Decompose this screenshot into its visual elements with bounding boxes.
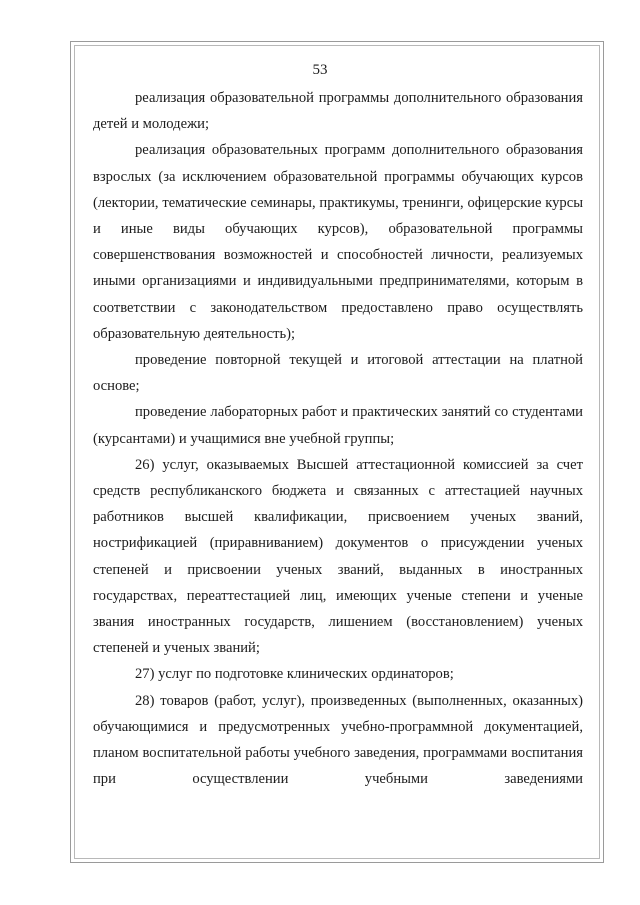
paragraph: проведение лабораторных работ и практических занятий со студентами (курсантами) и учащимися вне учебной группы;	[93, 404, 583, 447]
page-number: 53	[312, 62, 328, 78]
paragraph: 27) услуг по подготовке клинических ординаторов;	[135, 666, 454, 683]
paragraph: проведение повторной текущей и итоговой аттестации на платной основе;	[93, 352, 583, 395]
paragraph: 26) услуг, оказываемых Высшей аттестационной комиссией за счет средств республиканского бюджета и связанных с аттестацией научных работников высшей квалификации, присвоением ученых званий, нострификацией (приравниванием) документов о присуждении ученых степеней и присвоении ученых званий, выданных в иностранных государствах, переаттестацией лиц, имеющих ученые степени и ученые звания иностранных государств, лишением (восстановлением) ученых степеней и ученых званий;	[93, 456, 583, 657]
paragraph: реализация образовательных программ дополнительного образования взрослых (за исключением образовательной программы обучающих курсов (лектории, тематические семинары, практикумы, тренинги, офицерские курсы и иные виды обучающих курсов), образовательной программы совершенствования возможностей и способностей личности, реализуемых иными организациями и индивидуальными предпринимателями, которым в соответствии с законодательством предоставлено право осуществлять образовательную деятельность);	[93, 142, 583, 342]
paragraph: реализация образовательной программы дополнительного образования детей и молодежи;	[93, 90, 583, 133]
paragraph: 28) товаров (работ, услуг), произведенных (выполненных, оказанных) обучающимися и предусмотренных учебно-программной документацией, планом воспитательной работы учебного заведения, программами воспитания при осуществлении учебными заведениями	[93, 692, 583, 788]
document-body	[93, 85, 583, 792]
